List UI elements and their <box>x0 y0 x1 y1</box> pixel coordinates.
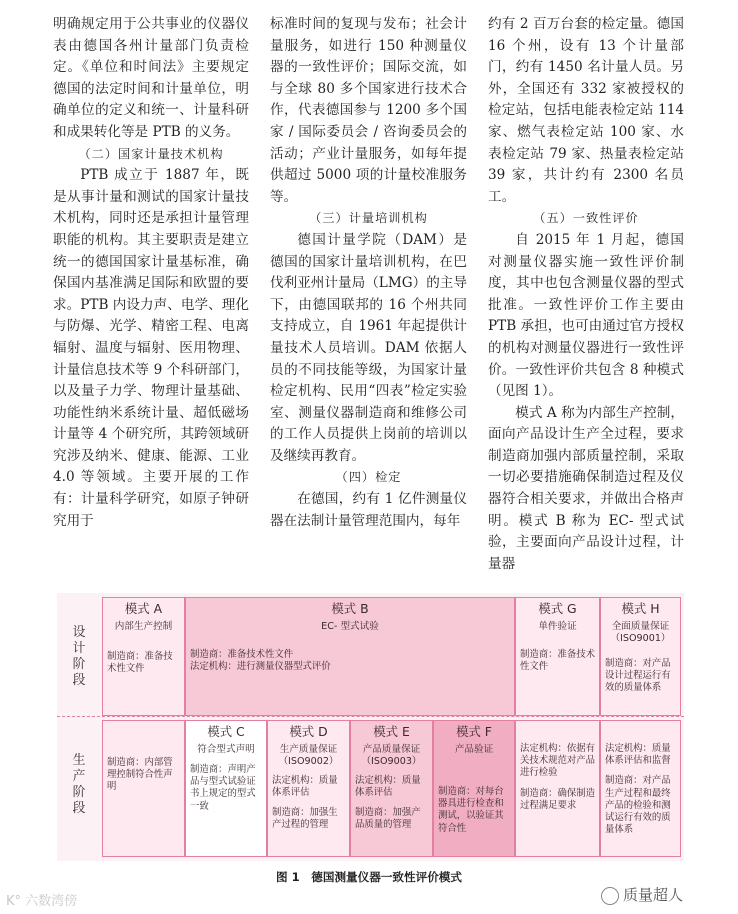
paragraph: 约有 2 百万台套的检定量。德国 16 个州，设有 13 个计量部门，约有 1450 名计量人员。另外，全国还有 332 家被授权的检定站，包括电能表检定站 114 家、燃气表检定站 100 家、水表检定站 79 家、热量表检定站 39 家，共计约有 2300 名员工。 <box>488 16 684 205</box>
section-heading: （五）一致性评价 <box>533 211 639 226</box>
mode-g-production-text-1: 法定机构：依据有关技术规范对产品进行检验 <box>520 743 596 779</box>
wechat-icon <box>601 887 619 905</box>
mode-d-subtitle: 生产质量保证 <box>279 744 338 755</box>
paragraph: 模式 A 称为内部生产控制，面向产品设计生产全过程，要求制造商加强内部质量控制，采取一切必要措施确保制造过程及仪器符合相关要求，并做出合格声明。模式 B 称为 EC- 型式试验，主要面向产品设计过程，计量器 <box>488 404 684 572</box>
mode-f-title: 模式 F <box>456 724 492 739</box>
production-stage-label: 生产阶段 <box>72 753 86 816</box>
mode-c-box <box>185 720 267 857</box>
mode-f-text: 制造商：对每台器具进行检查和测试，以验证其符合性 <box>438 786 504 834</box>
mode-d-box <box>267 720 350 857</box>
section-heading: （三）计量培训机构 <box>309 211 428 226</box>
mode-c-subtitle: 符合型式声明 <box>197 744 255 755</box>
mode-g-design-text: 制造商：准备技术性文件 <box>520 649 596 673</box>
mode-c-text: 制造商：声明产品与型式试验证书上规定的型式一致 <box>190 764 256 812</box>
mode-f-box <box>433 720 515 857</box>
figure-caption: 图 1 德国测量仪器一致性评价模式 <box>275 870 462 884</box>
paragraph: 标准时间的复现与发布；社会计量服务，如进行 150 种测量仪器的一致性评价；国际交流，如与全球 80 多个国家进行技术合作，代表德国参与 1200 多个国家 / 国际委员会 / 咨询委员会的活动；产业计量服务，如每年提供超过 5000 项的计量校准服务等。 <box>270 16 467 205</box>
paragraph: 德国计量学院（DAM）是德国的国家计量培训机构，在巴伐利亚州计量局（LMG）的主导下，由德国联邦的 16 个州共同支持成立，自 1961 年起提供计量技术人员培训。DAM 依据人员的不同技能等级，为国家计量检定机构、民用“四表”检定实验室、测量仪器制造商和维修公司的工作人员提供上岗前的培训以及继续再教育。 <box>270 231 467 464</box>
design-stage-label: 设计阶段 <box>72 625 86 688</box>
mode-d-text-1: 法定机构：质量体系评估 <box>272 774 338 798</box>
mode-h-subtitle: 全面质量保证 <box>611 621 670 632</box>
mode-g-title: 模式 G <box>538 601 577 616</box>
text-column-3 <box>488 14 684 575</box>
mode-b-subtitle: EC- 型式试验 <box>321 621 379 632</box>
mode-g-subtitle: 单件验证 <box>538 621 577 632</box>
mode-d-title: 模式 D <box>289 724 328 739</box>
mode-h-design-text: 制造商：对产品设计过程运行有效的质量体系 <box>605 657 671 693</box>
mode-a-production-box <box>102 720 185 857</box>
section-heading: （二）国家计量技术机构 <box>78 146 224 161</box>
section-heading: （四）检定 <box>335 470 402 485</box>
stage-divider-line <box>57 716 684 717</box>
mode-d-text-2: 制造商：加强生产过程的管理 <box>272 807 338 831</box>
mode-b-text-2: 法定机构：进行测量仪器型式评价 <box>190 661 331 673</box>
paragraph: 自 2015 年 1 月起，德国对测量仪器实施一致性评价制度，其中也包含测量仪器的型式批准。一致性评价工作主要由 PTB 承担，也可由通过官方授权的机构对测量仪器进行一致性评价。一致性评价共包含 8 种模式（见图 1）。 <box>488 231 684 400</box>
mode-e-title: 模式 E <box>373 724 410 739</box>
mode-h-title: 模式 H <box>621 601 660 616</box>
mode-e-subtitle-2: （ISO9003） <box>361 756 422 767</box>
mode-f-subtitle: 产品验证 <box>454 744 494 755</box>
mode-b-title: 模式 B <box>331 601 369 616</box>
mode-h-design-box <box>600 597 681 716</box>
mode-e-text-2: 制造商：加强产品质量的管理 <box>355 807 421 831</box>
mode-a-production-text: 制造商：内部管理控制符合性声明 <box>107 757 173 793</box>
mode-b-text-1: 制造商：准备技术性文件 <box>190 649 294 660</box>
watermark-right-text: 质量超人 <box>623 886 684 904</box>
mode-a-title: 模式 A <box>124 601 163 616</box>
mode-e-text-1: 法定机构：质量体系评估 <box>355 774 421 798</box>
mode-e-box <box>350 720 433 857</box>
mode-b-box <box>185 597 515 716</box>
watermark-left: K° 六数湾傍 <box>6 894 78 909</box>
mode-h-production-box <box>600 720 681 857</box>
text-column-2 <box>270 14 467 532</box>
mode-d-subtitle-2: （ISO9002） <box>278 756 339 767</box>
mode-a-subtitle: 内部生产控制 <box>114 621 173 632</box>
mode-g-production-text-2: 制造商：确保制造过程满足要求 <box>520 787 596 811</box>
mode-h-subtitle-2: （ISO9001） <box>610 633 671 644</box>
mode-h-production-text-1: 法定机构：质量体系评估和监督 <box>605 743 671 767</box>
mode-g-production-box <box>515 720 600 857</box>
paragraph: PTB 成立于 1887 年，既是从事计量和测试的国家计量技术机构，同时还是承担计量管理职能的机构。其主要职责是建立统一的德国国家计量基标准，确保国内基准满足国际和欧盟的要求。PTB 内设力声、电学、理化与防爆、光学、精密工程、电离辐射、温度与辐射、医用物理、计量信息技术等 9 个科研部门，以及量子力学、物理计量基础、功能性纳米系统计量、超低磁场计量等 4 个研究所，其跨领域研究涉及纳米、健康、能源、工业 4.0 等领域。主要开展的工作有：计量科学研究，如原子钟研究用于 <box>53 167 249 529</box>
figure-conformity-modes <box>57 593 684 861</box>
mode-a-design-text: 制造商：准备技术性文件 <box>107 651 173 675</box>
text-column-1 <box>53 14 249 532</box>
mode-e-subtitle: 产品质量保证 <box>362 744 421 755</box>
mode-c-title: 模式 C <box>207 724 245 739</box>
mode-a-design-box <box>102 597 185 716</box>
paragraph: 在德国，约有 1 亿件测量仪器在法制计量管理范围内，每年 <box>270 491 467 529</box>
watermark-right <box>601 884 683 905</box>
mode-h-production-text-2: 制造商：对产品生产过程和最终产品的检验和测试运行有效的质量体系 <box>605 775 671 836</box>
mode-g-design-box <box>515 597 600 716</box>
paragraph: 明确规定用于公共事业的仪器仪表由德国各州计量部门负责检定。《单位和时间法》主要规定德国的法定时间和计量单位，明确单位的定义和统一、计量科研和成果转化等是 PTB 的义务。 <box>53 16 249 140</box>
